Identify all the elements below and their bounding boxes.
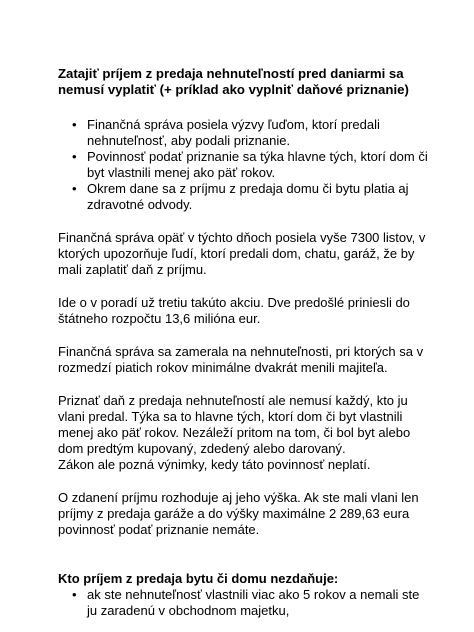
paragraph: Finančná správa sa zamerala na nehnuteľnosti, pri ktorých sa v rozmedzí piatich rokov minimálne dvakrát menili majiteľa. [58, 344, 424, 375]
paragraph: Zákon ale pozná výnimky, kedy táto povinnosť neplatí. [58, 457, 371, 472]
paragraph: Priznať daň z predaja nehnuteľností ale nemusí každý, kto ju vlani predal. Týka sa to hlavne tých, ktorí dom či byt vlastnili menej ako päť rokov. Nezáleží pritom na tom, či bol byt alebo dom predtým kupovaný, zdedený alebo darovaný. [58, 393, 411, 456]
summary-bullet: • Povinnosť podať priznanie sa týka hlavne tých, ktorí dom či byt vlastnili menej ako päť rokov. [58, 149, 430, 181]
section-bullet: • ak ste nehnuteľnosť vlastnili viac ako 5 rokov a nemali ste ju zaradenú v obchodnom majetku, [58, 587, 430, 619]
summary-bullet-list [58, 117, 430, 213]
section-bullet-list [58, 587, 430, 619]
document-title: Zatajiť príjem z predaja nehnuteľností pred daniarmi sa nemusí vyplatiť (+ príklad ako vyplniť daňové priznanie) [58, 66, 409, 97]
paragraph: Finančná správa opäť v týchto dňoch posiela vyše 7300 listov, v ktorých upozorňuje ľudí, ktorí predali dom, chatu, garáž, že by mali zaplatiť daň z príjmu. [58, 230, 426, 277]
section-heading: Kto príjem z predaja bytu či domu nezdaňuje: [58, 571, 339, 586]
summary-bullet: • Finančná správa posiela výzvy ľuďom, ktorí predali nehnuteľnosť, aby podali priznanie. [58, 117, 430, 149]
paragraph: Ide o v poradí už tretiu takúto akciu. Dve predošlé priniesli do štátneho rozpočtu 13,6 milióna eur. [58, 295, 410, 326]
document-page [58, 66, 430, 619]
summary-bullet: • Okrem dane sa z príjmu z predaja domu či bytu platia aj zdravotné odvody. [58, 181, 430, 213]
paragraph: O zdanení príjmu rozhoduje aj jeho výška. Ak ste mali vlani len príjmy z predaja garáže a do výšky maximálne 2 289,63 eura povinnosť podať priznanie nemáte. [58, 490, 419, 537]
